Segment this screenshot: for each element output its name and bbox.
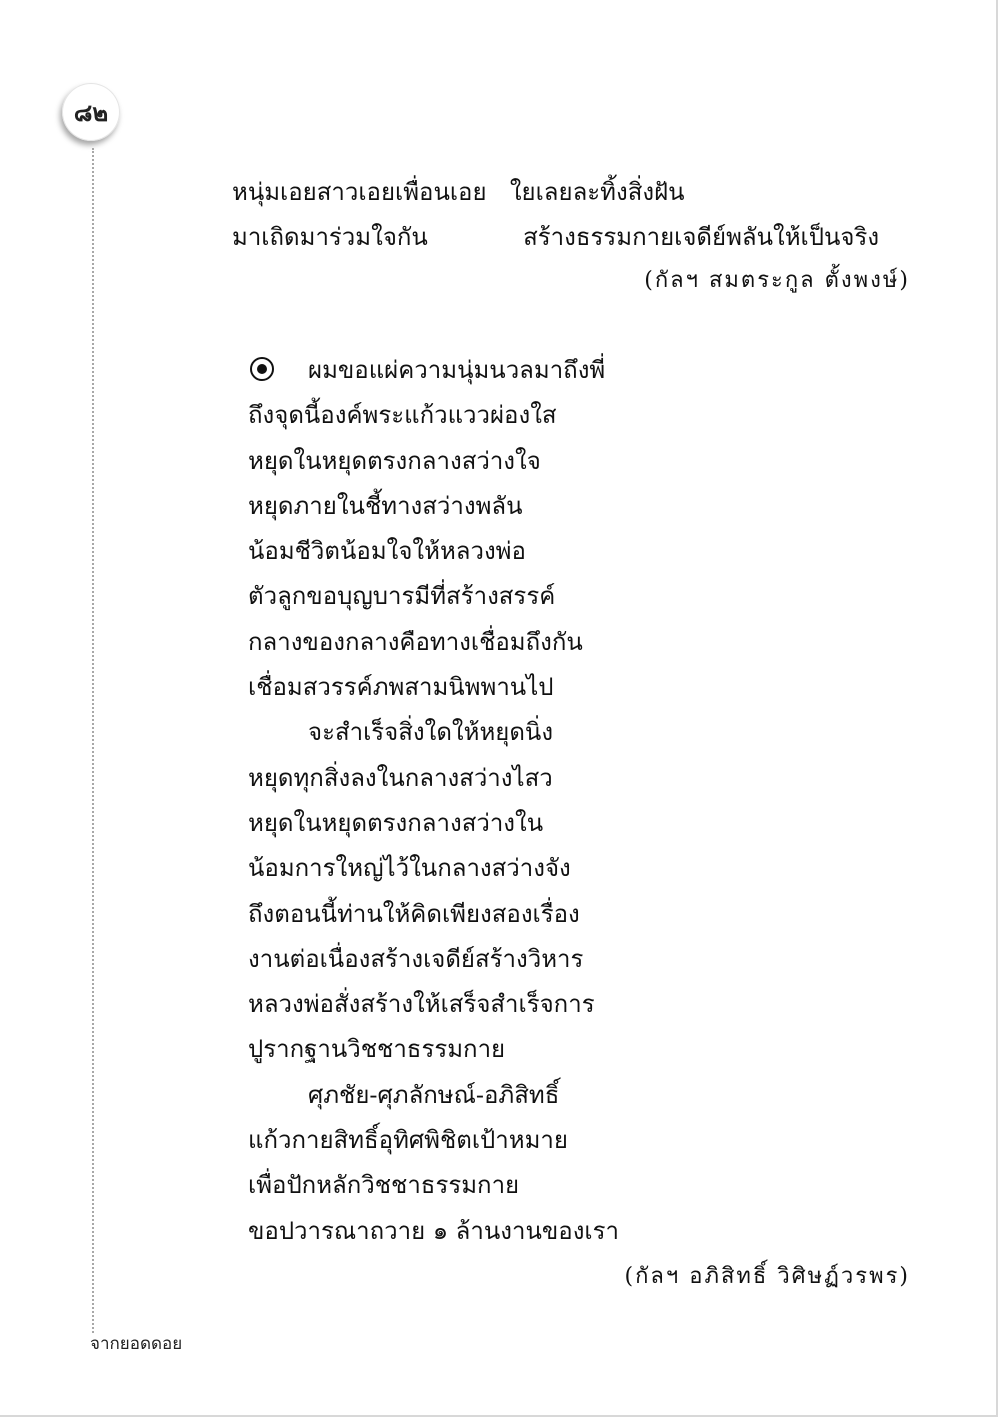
poem-line: หยุดในหยุดตรงกลางสว่างใจ — [248, 446, 541, 475]
intro-line — [232, 170, 922, 215]
intro-line-2-first-half: มาเถิดมาร่วมใจกัน — [232, 223, 428, 251]
intro-credit: (กัลฯ สมตระกูล ตั้งพงษ์) — [644, 268, 910, 293]
dotted-margin-rule — [92, 148, 94, 1333]
poem-line: หยุดภายในชี้ทางสว่างพลัน — [248, 491, 523, 520]
intro-line-1-second-half: ใยเลยละทิ้งสิ่งฝัน — [509, 178, 685, 206]
intro-line-1-first-half: หนุ่มเอยสาวเอยเพื่อนเอย — [232, 178, 487, 206]
bullet-circle-icon — [250, 357, 274, 381]
poem-line: ขอปวารณาถวาย ๑ ล้านงานของเรา — [248, 1216, 619, 1245]
poem-line: จะสำเร็จสิ่งใดให้หยุดนิ่ง — [308, 718, 554, 747]
poem-line: หยุดในหยุดตรงกลางสว่างใน — [248, 808, 544, 837]
page-number-badge — [62, 83, 120, 141]
poem — [248, 348, 928, 1254]
poem-line: ถึงตอนนี้ท่านให้คิดเพียงสองเรื่อง — [248, 899, 580, 928]
intro-line-2-second-half: สร้างธรรมกายเจดีย์พลันให้เป็นจริง — [523, 223, 880, 251]
poem-line — [248, 348, 928, 393]
poem-line: เชื่อมสวรรค์ภพสามนิพพานไป — [248, 673, 554, 702]
poem-line: หยุดทุกสิ่งลงในกลางสว่างไสว — [248, 763, 553, 792]
footer-book-title: จากยอดดอย — [90, 1334, 183, 1354]
page-number: ๘๒ — [73, 97, 109, 127]
poem-line: กลางของกลางคือทางเชื่อมถึงกัน — [248, 627, 583, 656]
poem-line: ถึงจุดนี้องค์พระแก้วแววผ่องใส — [248, 401, 557, 430]
poem-line: แก้วกายสิทธิ์อุทิศพิชิตเป้าหมาย — [248, 1126, 568, 1155]
poem-line: ปูรากฐานวิชชาธรรมกาย — [248, 1035, 506, 1064]
poem-line: ตัวลูกขอบุญบารมีที่สร้างสรรค์ — [248, 582, 556, 611]
poem-line: น้อมชีวิตน้อมใจให้หลวงพ่อ — [248, 537, 526, 566]
poem-line-text: ผมขอแผ่ความนุ่มนวลมาถึงพี่ — [308, 356, 606, 384]
poem-line: หลวงพ่อสั่งสร้างให้เสร็จสำเร็จการ — [248, 990, 595, 1019]
poem-line: น้อมการใหญ่ไว้ในกลางสว่างจัง — [248, 854, 571, 883]
poem-line: เพื่อปักหลักวิชชาธรรมกาย — [248, 1171, 520, 1200]
poem-line: งานต่อเนื่องสร้างเจดีย์สร้างวิหาร — [248, 944, 584, 973]
poem-line: ศุภชัย-ศุภลักษณ์-อภิสิทธิ์ — [308, 1080, 560, 1109]
intro-line — [232, 215, 922, 260]
intro-verse — [232, 170, 922, 260]
poem-credit: (กัลฯ อภิสิทธิ์ วิศิษฏ์วรพร) — [624, 1264, 910, 1289]
